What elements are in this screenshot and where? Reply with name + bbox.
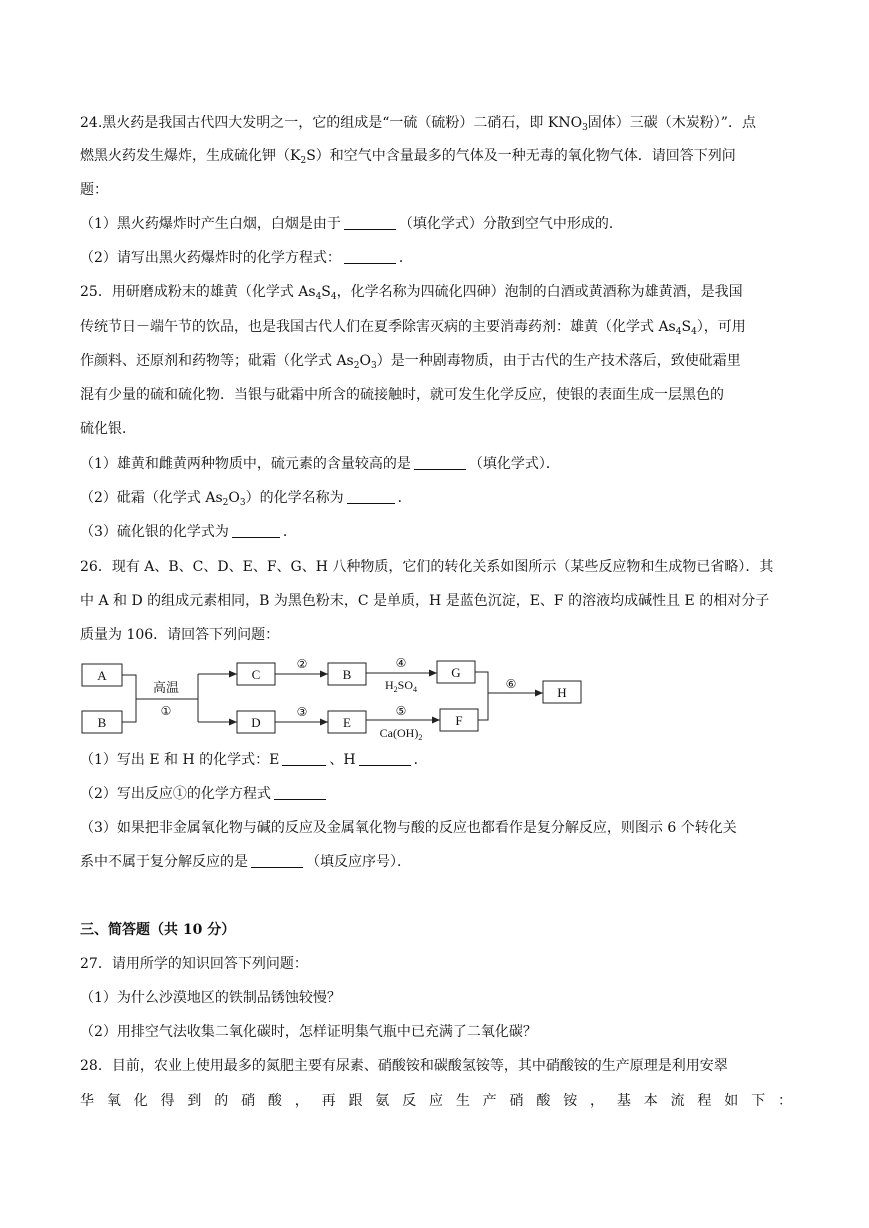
label-c: C bbox=[251, 667, 261, 682]
q25-part-1 bbox=[80, 454, 792, 474]
q25-text: ）是一种剧毒物质，由于古代的生产技术落后，致使砒霜里 bbox=[376, 353, 741, 369]
reaction-5-label: ⑤ bbox=[395, 704, 407, 718]
q28-char: 基 bbox=[616, 1093, 631, 1109]
q28-char: 到 bbox=[187, 1093, 202, 1109]
q28-char: 如 bbox=[724, 1093, 739, 1109]
subscript: 3 bbox=[582, 123, 588, 133]
q28-char: 硝 bbox=[241, 1093, 256, 1109]
q24-line-2 bbox=[80, 146, 792, 166]
q24-line-1 bbox=[80, 113, 792, 133]
q24-part-1 bbox=[80, 214, 792, 234]
q24-text: 燃黑火药发生爆炸，生成硫化钾（K bbox=[80, 148, 301, 164]
q26-text: （1）写出 E 和 H 的化学式：E bbox=[80, 752, 280, 768]
q26-part-2 bbox=[80, 784, 792, 804]
q24-text: （2）请写出黑火药爆炸时的化学方程式： bbox=[80, 250, 341, 266]
q25-text: O bbox=[359, 353, 371, 369]
q28-char: 再 bbox=[321, 1093, 336, 1109]
q28-char: 流 bbox=[670, 1093, 685, 1109]
subscript: 2 bbox=[353, 361, 360, 371]
subscript: 4 bbox=[330, 292, 337, 302]
q28-char: 铵 bbox=[563, 1093, 578, 1109]
reaction-2-label: ② bbox=[296, 657, 308, 671]
q28-char: 得 bbox=[160, 1093, 175, 1109]
q24-text: （1）黑火药爆炸时产生白烟，白烟是由于 bbox=[80, 216, 341, 232]
subscript: 2 bbox=[222, 498, 229, 508]
reaction-flow-diagram bbox=[80, 655, 600, 743]
q25-text: O bbox=[228, 490, 240, 506]
q26-part-1 bbox=[80, 750, 792, 770]
answer-blank[interactable] bbox=[414, 455, 466, 470]
q28-char: ， bbox=[294, 1093, 309, 1109]
reaction-1-label: ① bbox=[160, 704, 172, 718]
q28-char: 下 bbox=[751, 1093, 766, 1109]
q28-char: ， bbox=[590, 1093, 605, 1109]
q28-char: 华 bbox=[80, 1093, 94, 1109]
q28-char: 硝 bbox=[509, 1093, 524, 1109]
q25-text: 作颜料、还原剂和药物等；砒霜（化学式 As bbox=[80, 353, 354, 369]
q25-line-1 bbox=[80, 282, 792, 302]
q28-char: 的 bbox=[214, 1093, 229, 1109]
q25-text: S bbox=[321, 284, 331, 300]
q25-line-3 bbox=[80, 351, 792, 371]
label-g: G bbox=[451, 665, 461, 680]
q26-part-3-cont bbox=[80, 852, 792, 872]
answer-blank[interactable] bbox=[251, 853, 303, 868]
q28-char: 跟 bbox=[348, 1093, 363, 1109]
q25-text: S bbox=[681, 319, 692, 335]
reaction-4-label: ④ bbox=[395, 656, 407, 670]
q28-char: 酸 bbox=[267, 1093, 282, 1109]
label-b2: B bbox=[342, 667, 352, 682]
answer-blank[interactable] bbox=[232, 523, 280, 538]
label-e: E bbox=[343, 715, 351, 730]
q25-text: （填化学式）． bbox=[468, 456, 560, 472]
subscript: 4 bbox=[315, 292, 322, 302]
q24-text: （填化学式）分散到空气中形成的． bbox=[398, 216, 623, 232]
q25-line-4: 混有少量的硫和硫化物．当银与砒霜中所含的硫接触时，就可发生化学反应，使银的表面生成一层黑色的 bbox=[80, 387, 724, 403]
q24-line-3: 题： bbox=[80, 182, 108, 198]
q25-text: （3）硫化银的化学式为 bbox=[80, 524, 229, 540]
q25-line-2 bbox=[80, 317, 792, 337]
q25-line-5: 硫化银． bbox=[80, 421, 136, 437]
q28-line-2 bbox=[80, 1091, 792, 1111]
subscript: 4 bbox=[675, 327, 682, 337]
q28-char: 反 bbox=[402, 1093, 417, 1109]
subscript: 4 bbox=[691, 327, 697, 337]
q28-char: 氨 bbox=[375, 1093, 390, 1109]
q24-text: ． bbox=[398, 250, 413, 266]
q25-text: （1）雄黄和雌黄两种物质中，硫元素的含量较高的是 bbox=[80, 456, 411, 472]
q27-line-1: 27．请用所学的知识回答下列问题： bbox=[80, 956, 308, 972]
subscript: 3 bbox=[239, 498, 246, 508]
q25-text: ． bbox=[282, 524, 297, 540]
q26-line-3: 质量为 106．请回答下列问题： bbox=[80, 627, 280, 643]
q28-char: 本 bbox=[643, 1093, 658, 1109]
q26-line-2: 中 A 和 D 的组成元素相同，B 为黑色粉末，C 是单质，H 是蓝色沉淀，E、F 的溶液均成碱性且 E 的相对分子 bbox=[80, 593, 770, 609]
condition-high-temp: 高温 bbox=[152, 681, 180, 696]
q28-char: 产 bbox=[482, 1093, 497, 1109]
section-heading: 三、简答题（共 10 分） bbox=[80, 922, 236, 938]
q26-text: （填反应序号）． bbox=[306, 854, 411, 870]
reaction-6-label: ⑥ bbox=[505, 677, 517, 691]
label-f: F bbox=[455, 713, 463, 728]
subscript: 3 bbox=[370, 361, 377, 371]
q24-text: 固体）三碳（木炭粉）”．点 bbox=[587, 115, 756, 131]
q28-char: 酸 bbox=[536, 1093, 551, 1109]
q25-text: （2）砒霜（化学式 As bbox=[80, 490, 223, 506]
q26-text: 、H bbox=[329, 752, 356, 768]
q27-part-1: （1）为什么沙漠地区的铁制品锈蚀较慢？ bbox=[80, 990, 341, 1006]
q25-text: ）的化学名称为 bbox=[245, 490, 344, 506]
answer-blank-e[interactable] bbox=[282, 751, 326, 766]
label-b: B bbox=[97, 715, 107, 730]
q25-text: ，化学名称为四硫化四砷）泡制的白酒或黄酒称为雄黄酒，是我国 bbox=[336, 284, 743, 300]
q25-text: ），可用 bbox=[696, 319, 746, 335]
q28-line-1: 28．目前，农业上使用最多的氮肥主要有尿素、硝酸铵和碳酸氢铵等，其中硝酸铵的生产原理是利用安翠 bbox=[80, 1058, 728, 1074]
q27-part-2: （2）用排空气法收集二氧化碳时，怎样证明集气瓶中已充满了二氧化碳？ bbox=[80, 1024, 537, 1040]
q25-part-2 bbox=[80, 488, 792, 508]
reagent-h2so4: $H_2SO_4$ bbox=[384, 678, 418, 694]
q28-char: 应 bbox=[428, 1093, 443, 1109]
answer-blank[interactable] bbox=[344, 249, 396, 264]
q28-char: ： bbox=[777, 1093, 792, 1109]
q25-text: ． bbox=[397, 490, 412, 506]
label-d: D bbox=[251, 715, 261, 730]
q25-text: 25．用研磨成粉末的雄黄（化学式 As bbox=[80, 284, 316, 300]
answer-blank-h[interactable] bbox=[359, 751, 411, 766]
q26-part-3: （3）如果把非金属氧化物与碱的反应及金属氧化物与酸的反应也都看作是复分解反应，则图示 6 个转化关 bbox=[80, 820, 737, 836]
answer-blank[interactable] bbox=[274, 785, 326, 800]
q24-text: 24.黑火药是我国古代四大发明之一，它的组成是“一硫（硫粉）二硝石，即 KNO bbox=[80, 115, 583, 131]
label-a: A bbox=[97, 668, 107, 683]
q28-char: 化 bbox=[133, 1093, 148, 1109]
q25-part-3 bbox=[80, 522, 792, 542]
q24-part-2 bbox=[80, 248, 792, 268]
q26-text: 系中不属于复分解反应的是 bbox=[80, 854, 248, 870]
q25-text: 传统节日－端午节的饮品，也是我国古代人们在夏季除害灭病的主要消毒药剂：雄黄（化学式 As bbox=[80, 319, 676, 335]
q28-char: 程 bbox=[697, 1093, 712, 1109]
q26-text: ． bbox=[413, 752, 428, 768]
reaction-3-label: ③ bbox=[296, 705, 308, 719]
q26-line-1: 26．现有 A、B、C、D、E、F、G、H 八种物质，它们的转化关系如图所示（某些反应物和生成物已省略）．其 bbox=[80, 559, 774, 575]
q28-char: 生 bbox=[455, 1093, 470, 1109]
subscript: 2 bbox=[300, 156, 307, 166]
q28-char: 氧 bbox=[106, 1093, 121, 1109]
answer-blank[interactable] bbox=[347, 489, 395, 504]
q26-text: （2）写出反应①的化学方程式 bbox=[80, 786, 271, 802]
q24-text: S）和空气中含量最多的气体及一种无毒的氧化物气体．请回答下列问 bbox=[306, 148, 736, 164]
answer-blank[interactable] bbox=[344, 215, 396, 230]
label-h: H bbox=[557, 685, 567, 700]
reagent-caoh2: $Ca(OH)_2$ bbox=[379, 726, 423, 742]
